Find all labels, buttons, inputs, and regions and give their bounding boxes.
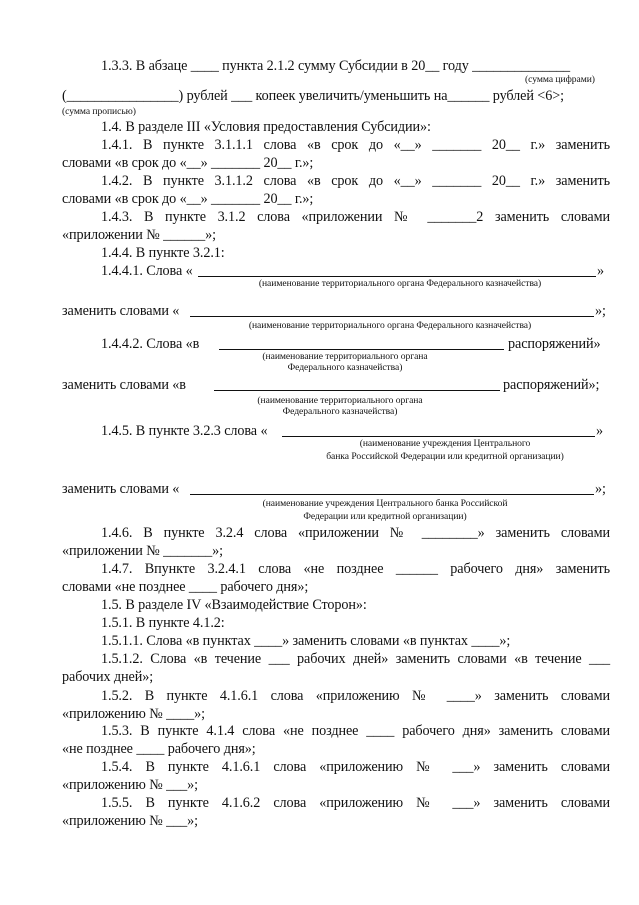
text-line: 1.4.5. В пункте 3.2.3 слова « <box>101 423 268 439</box>
field-caption: (наименование территориального органа Федерального казначейства) <box>248 320 532 331</box>
fill-in-line[interactable] <box>214 377 500 391</box>
field-caption: Федерации или кредитной организации) <box>303 511 467 522</box>
text-line: распоряжений» <box>508 336 601 352</box>
text-line: 1.5.2. В пункте 4.1.6.1 слова «приложению № ____» заменить словами <box>101 688 610 704</box>
text-line: «приложению № ___»; <box>62 777 198 793</box>
text-line: словами «в срок до «__» _______ 20__ г.»; <box>62 191 314 207</box>
text-line: 1.4.6. В пункте 3.2.4 слова «приложении № ________» заменить словами <box>101 525 610 541</box>
text-line: 1.4.4.1. Слова « <box>101 263 193 279</box>
text-line: словами «не позднее ____ рабочего дня»; <box>62 579 309 595</box>
field-caption: Федерального казначейства) <box>282 406 398 417</box>
text-line: 1.4.4. В пункте 3.2.1: <box>101 245 225 261</box>
text-line: »; <box>595 481 606 497</box>
text-line: » <box>596 423 603 439</box>
text-line: заменить словами «в <box>62 377 186 393</box>
text-line: 1.4. В разделе III «Условия предоставления Субсидии»: <box>101 119 431 135</box>
text-line: «приложении № _______»; <box>62 543 223 559</box>
text-line: «приложению № ____»; <box>62 706 205 722</box>
text-line: 1.3.3. В абзаце ____ пункта 2.1.2 сумму Субсидии в 20__ году ______________ <box>101 58 571 74</box>
text-line: 1.5.5. В пункте 4.1.6.2 слова «приложению № ___» заменить словами <box>101 795 610 811</box>
text-line: распоряжений»; <box>503 377 600 393</box>
text-line: словами «в срок до «__» _______ 20__ г.»; <box>62 155 314 171</box>
text-line: «приложению № ___»; <box>62 813 198 829</box>
text-line: заменить словами « <box>62 481 180 497</box>
text-line: «приложении № ______»; <box>62 227 216 243</box>
text-line: 1.5.1.1. Слова «в пунктах ____» заменить словами «в пунктах ____»; <box>101 633 511 649</box>
text-line: 1.5.3. В пункте 4.1.4 слова «не позднее ____ рабочего дня» заменить словами <box>101 723 610 739</box>
field-caption: (наименование учреждения Центрального <box>359 438 531 449</box>
field-caption: (наименование территориального органа <box>257 395 423 406</box>
text-line: » <box>597 263 604 279</box>
field-caption: Федерального казначейства) <box>287 362 403 373</box>
text-line: 1.4.7. Впункте 3.2.4.1 слова «не позднее ______ рабочего дня» заменить <box>101 561 610 577</box>
text-line: (________________) рублей ___ копеек увеличить/уменьшить на______ рублей <6>; <box>62 88 564 104</box>
fill-in-line[interactable] <box>190 481 594 495</box>
text-line: 1.4.4.2. Слова «в <box>101 336 200 352</box>
text-line: »; <box>595 303 606 319</box>
field-caption: (наименование учреждения Центрального банка Российской <box>262 498 508 509</box>
text-line: 1.5.1. В пункте 4.1.2: <box>101 615 225 631</box>
field-caption: (сумма цифрами) <box>525 74 595 85</box>
field-caption: банка Российской Федерации или кредитной организации) <box>326 451 564 462</box>
text-line: 1.5.4. В пункте 4.1.6.1 слова «приложению № ___» заменить словами <box>101 759 610 775</box>
fill-in-line[interactable] <box>198 263 596 277</box>
field-caption: (наименование территориального органа Федерального казначейства) <box>258 278 542 289</box>
fill-in-line[interactable] <box>190 303 594 317</box>
text-line: 1.5.1.2. Слова «в течение ___ рабочих дней» заменить словами «в течение ___ <box>101 651 610 667</box>
text-line: 1.4.1. В пункте 3.1.1.1 слова «в срок до «__» _______ 20__ г.» заменить <box>101 137 610 153</box>
text-line: рабочих дней»; <box>62 669 154 685</box>
field-caption: (наименование территориального органа <box>262 351 428 362</box>
fill-in-line[interactable] <box>219 336 504 350</box>
fill-in-line[interactable] <box>282 423 595 437</box>
text-line: заменить словами « <box>62 303 180 319</box>
field-caption: (сумма прописью) <box>62 106 136 117</box>
text-line: 1.4.3. В пункте 3.1.2 слова «приложении № _______2 заменить словами <box>101 209 610 225</box>
text-line: 1.4.2. В пункте 3.1.1.2 слова «в срок до «__» _______ 20__ г.» заменить <box>101 173 610 189</box>
text-line: «не позднее ____ рабочего дня»; <box>62 741 256 757</box>
text-line: 1.5. В разделе IV «Взаимодействие Сторон»: <box>101 597 367 613</box>
